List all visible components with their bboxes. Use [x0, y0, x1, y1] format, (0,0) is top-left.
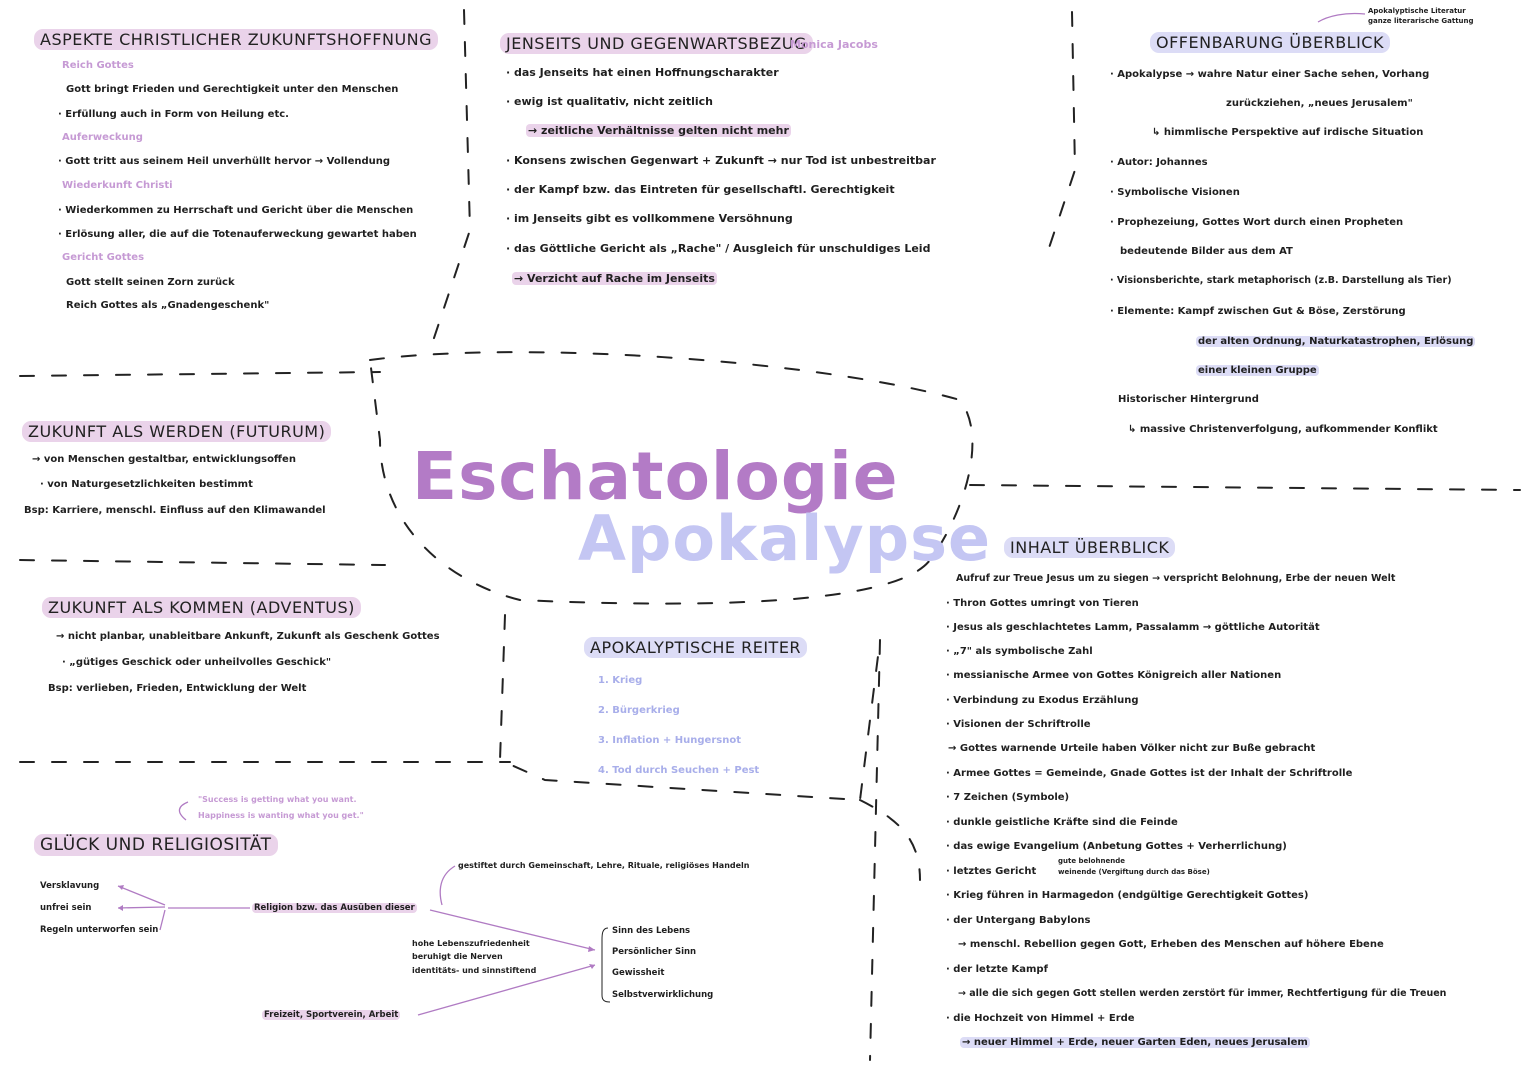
offenbarung-line: einer kleinen Gruppe — [1198, 365, 1317, 376]
jenseits-line: · der Kampf bzw. das Eintreten für gesellschaftl. Gerechtigkeit — [506, 183, 895, 196]
arrowhead-2 — [118, 905, 123, 911]
bracket-right — [602, 928, 610, 1002]
glueck-quote-1: "Success is getting what you want. — [198, 795, 357, 804]
glueck-middle-note: hohe Lebenszufriedenheit — [412, 939, 530, 948]
futurum-line: · von Naturgesetzlichkeiten bestimmt — [40, 479, 253, 490]
aspekte-line: Gott bringt Frieden und Gerechtigkeit unter den Menschen — [66, 84, 399, 95]
reiter-item: 2. Bürgerkrieg — [598, 705, 680, 716]
aspekte-line: · Wiederkommen zu Herrschaft und Gericht über die Menschen — [58, 205, 414, 216]
annotation-arrow — [1318, 13, 1365, 22]
inhalt-line: → alle die sich gegen Gott stellen werden zerstört für immer, Rechtfertigung für die Treuen — [958, 988, 1447, 999]
jenseits-line: · Konsens zwischen Gegenwart + Zukunft → nur Tod ist unbestreitbar — [506, 154, 936, 167]
aspekte-line: · Gott tritt aus seinem Heil unverhüllt hervor → Vollendung — [58, 156, 391, 167]
gericht-branch: gute belohnende — [1058, 857, 1125, 865]
jenseits-heading: JENSEITS UND GEGENWARTSBEZUG — [500, 33, 813, 54]
inhalt-line: · der letzte Kampf — [946, 964, 1048, 975]
futurum-line: → von Menschen gestaltbar, entwicklungsoffen — [32, 454, 296, 465]
inhalt-line: · letztes Gericht — [946, 866, 1037, 877]
offenbarung-line: ↳ himmlische Perspektive auf irdische Situation — [1152, 127, 1424, 138]
gericht-branch: weinende (Vergiftung durch das Böse) — [1058, 868, 1210, 876]
aspekte-sub-reich: Reich Gottes — [62, 60, 134, 71]
arrow-versklavung — [118, 886, 165, 905]
glueck-left-item: Regeln unterworfen sein — [40, 925, 159, 935]
offenbarung-heading: OFFENBARUNG ÜBERBLICK — [1150, 32, 1390, 53]
arrow-top-curve — [440, 866, 455, 905]
adventus-heading: ZUKUNFT ALS KOMMEN (ADVENTUS) — [42, 597, 361, 618]
arrow-regeln — [160, 910, 165, 930]
offenbarung-line: ↳ massive Christenverfolgung, aufkommender Konflikt — [1128, 424, 1438, 435]
aspekte-sub-auferweckung: Auferweckung — [62, 132, 143, 143]
glueck-heading: GLÜCK UND RELIGIOSITÄT — [34, 834, 278, 856]
jenseits-line: · im Jenseits gibt es vollkommene Versöhnung — [506, 212, 793, 225]
glueck-right-item: Selbstverwirklichung — [612, 990, 714, 1000]
offenbarung-line: · Symbolische Visionen — [1110, 187, 1240, 198]
aspekte-sub-wiederkunft: Wiederkunft Christi — [62, 180, 173, 191]
glueck-middle-note: beruhigt die Nerven — [412, 952, 503, 961]
main-title: Eschatologie — [412, 438, 899, 515]
inhalt-line: · das ewige Evangelium (Anbetung Gottes + Verherrlichung) — [946, 841, 1287, 852]
offenbarung-line: zurückziehen, „neues Jerusalem" — [1226, 98, 1413, 109]
aspekte-line: Gott stellt seinen Zorn zurück — [66, 277, 235, 288]
reiter-item: 1. Krieg — [598, 675, 643, 686]
offenbarung-line: bedeutende Bilder aus dem AT — [1120, 246, 1293, 257]
arrowhead-3 — [588, 946, 595, 952]
divider-vert-1 — [430, 10, 470, 350]
glueck-left-item: unfrei sein — [40, 903, 92, 913]
glueck-bottom: Freizeit, Sportverein, Arbeit — [264, 1010, 399, 1020]
offenbarung-line: · Prophezeiung, Gottes Wort durch einen Propheten — [1110, 217, 1404, 228]
inhalt-line: · der Untergang Babylons — [946, 915, 1091, 926]
offenbarung-line: · Autor: Johannes — [1110, 157, 1208, 168]
inhalt-line: · Thron Gottes umringt von Tieren — [946, 598, 1139, 609]
adventus-line: → nicht planbar, unableitbare Ankunft, Zukunft als Geschenk Gottes — [56, 631, 440, 642]
futurum-heading: ZUKUNFT ALS WERDEN (FUTURUM) — [22, 421, 331, 442]
offenbarung-line: · Visionsberichte, stark metaphorisch (z.B. Darstellung als Tier) — [1110, 275, 1452, 286]
reiter-heading: APOKALYPTISCHE REITER — [584, 637, 807, 658]
divider-right-mid — [970, 485, 1520, 490]
divider-curve — [860, 800, 920, 880]
aspekte-line: · Erlösung aller, die auf die Totenauferweckung gewartet haben — [58, 229, 417, 240]
adventus-line: · „gütiges Geschick oder unheilvolles Geschick" — [62, 657, 332, 668]
aspekte-sub-gericht: Gericht Gottes — [62, 252, 145, 263]
quote-curve — [179, 802, 188, 820]
aspekte-heading: ASPEKTE CHRISTLICHER ZUKUNFTSHOFFNUNG — [34, 29, 438, 50]
inhalt-line: → menschl. Rebellion gegen Gott, Erheben des Menschen auf höhere Ebene — [958, 939, 1384, 950]
aspekte-line: · Erfüllung auch in Form von Heilung etc. — [58, 109, 289, 120]
offenbarung-annotation: Apokalyptische Literatur ganze literarische Gattung — [1368, 7, 1474, 25]
inhalt-line: · dunkle geistliche Kräfte sind die Feinde — [946, 817, 1178, 828]
glueck-center: Religion bzw. das Ausüben dieser — [254, 903, 415, 913]
jenseits-line: · das Jenseits hat einen Hoffnungscharakter — [506, 66, 779, 79]
inhalt-line: Aufruf zur Treue Jesus um zu siegen → verspricht Belohnung, Erbe der neuen Welt — [956, 573, 1396, 584]
aspekte-line: Reich Gottes als „Gnadengeschenk" — [66, 300, 270, 311]
jenseits-author: Monica Jacobs — [790, 38, 878, 51]
inhalt-line: · Verbindung zu Exodus Erzählung — [946, 695, 1139, 706]
glueck-middle-note: identitäts- und sinnstiftend — [412, 966, 537, 975]
inhalt-line: → Gottes warnende Urteile haben Völker nicht zur Buße gebracht — [948, 743, 1316, 754]
offenbarung-line: der alten Ordnung, Naturkatastrophen, Erlösung — [1198, 336, 1474, 347]
jenseits-line: → Verzicht auf Rache im Jenseits — [514, 272, 715, 285]
inhalt-line: · die Hochzeit von Himmel + Erde — [946, 1013, 1135, 1024]
inhalt-heading: INHALT ÜBERBLICK — [1004, 537, 1175, 558]
glueck-right-item: Sinn des Lebens — [612, 926, 691, 936]
divider-left-top — [20, 372, 380, 376]
arrow-unfrei — [118, 907, 165, 908]
glueck-top-note: gestiftet durch Gemeinschaft, Lehre, Rituale, religiöses Handeln — [458, 861, 750, 870]
jenseits-line: · ewig ist qualitativ, nicht zeitlich — [506, 95, 713, 108]
inhalt-line: · messianische Armee von Gottes Königreich aller Nationen — [946, 670, 1282, 681]
inhalt-line: · Krieg führen in Harmagedon (endgültige Gerechtigkeit Gottes) — [946, 890, 1309, 901]
futurum-line: Bsp: Karriere, menschl. Einfluss auf den Klimawandel — [24, 505, 326, 516]
divider-vert-2 — [1045, 12, 1075, 260]
offenbarung-line: · Apokalypse → wahre Natur einer Sache sehen, Vorhang — [1110, 69, 1430, 80]
glueck-right-item: Persönlicher Sinn — [612, 947, 697, 957]
sub-title: Apokalypse — [578, 502, 992, 575]
divider-left-mid — [20, 560, 385, 565]
jenseits-line: → zeitliche Verhältnisse gelten nicht mehr — [528, 124, 789, 137]
offenbarung-line: Historischer Hintergrund — [1118, 394, 1259, 405]
glueck-quote-2: Happiness is wanting what you get." — [198, 811, 364, 820]
offenbarung-line: · Elemente: Kampf zwischen Gut & Böse, Zerstörung — [1110, 306, 1406, 317]
inhalt-line: · Visionen der Schriftrolle — [946, 719, 1091, 730]
reiter-item: 4. Tod durch Seuchen + Pest — [598, 765, 760, 776]
inhalt-line: · Jesus als geschlachtetes Lamm, Passalamm → göttliche Autorität — [946, 622, 1320, 633]
inhalt-line: · Armee Gottes = Gemeinde, Gnade Gottes ist der Inhalt der Schriftrolle — [946, 768, 1353, 779]
inhalt-line: → neuer Himmel + Erde, neuer Garten Eden, neues Jerusalem — [962, 1037, 1308, 1048]
glueck-left-item: Versklavung — [40, 881, 100, 891]
inhalt-line: · 7 Zeichen (Symbole) — [946, 792, 1070, 803]
inhalt-line: · „7" als symbolische Zahl — [946, 646, 1093, 657]
adventus-line: Bsp: verlieben, Frieden, Entwicklung der Welt — [48, 683, 307, 694]
glueck-right-item: Gewissheit — [612, 968, 665, 978]
jenseits-line: · das Göttliche Gericht als „Rache" / Ausgleich für unschuldiges Leid — [506, 242, 931, 255]
reiter-item: 3. Inflation + Hungersnot — [598, 735, 741, 746]
